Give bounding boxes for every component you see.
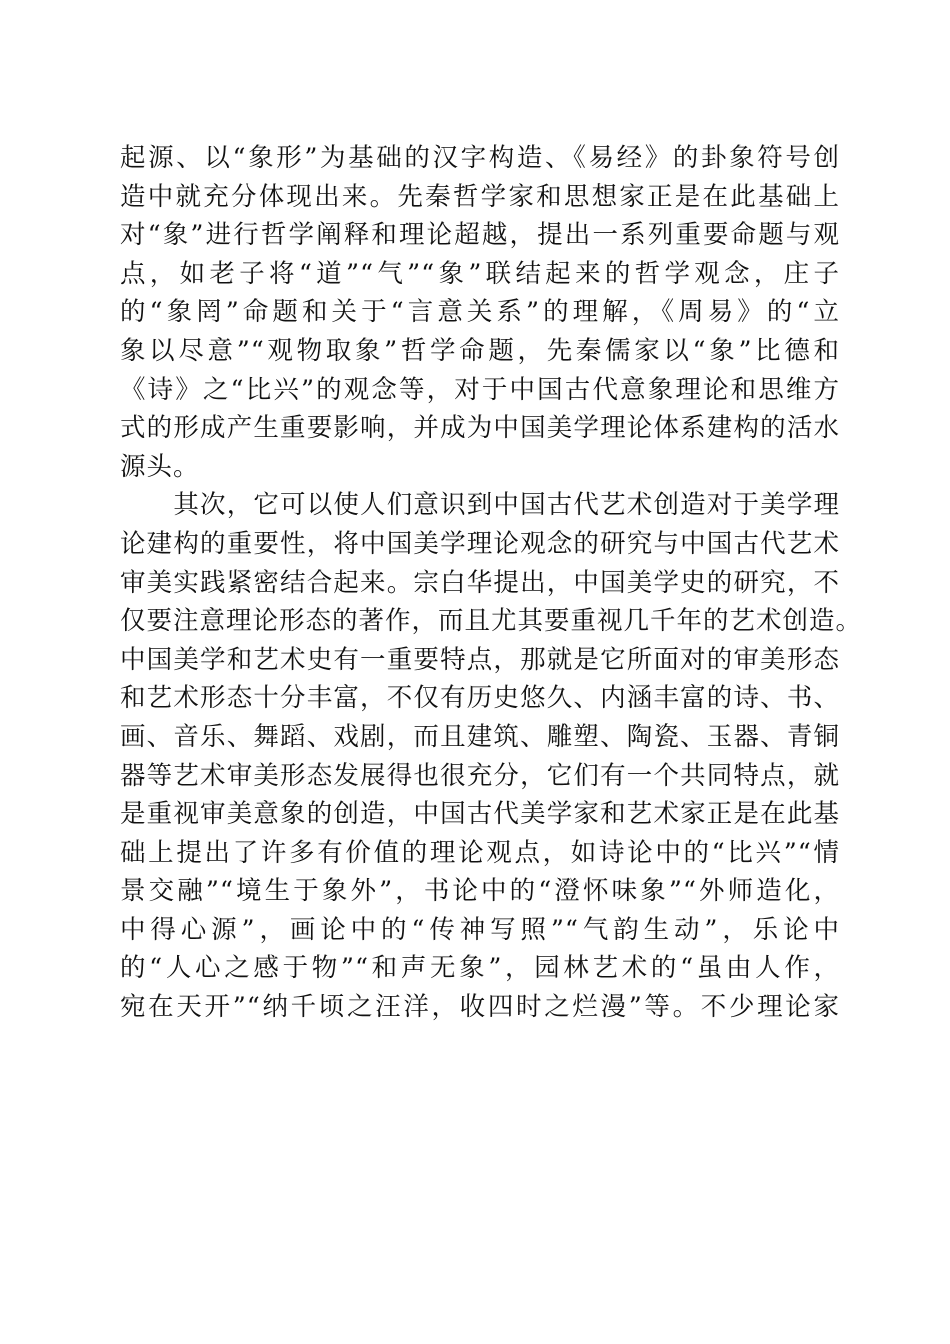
text-line: 对“象”进行哲学阐释和理论超越，提出一系列重要命题与观 [120, 220, 840, 251]
text-line: 宛在天开”“纳千顷之汪洋，收四时之烂漫”等。不少理论家 [120, 992, 840, 1023]
body-text [120, 139, 863, 1027]
text-line: 的“象罔”命题和关于“言意关系”的理解，《周易》的“立 [120, 297, 840, 328]
text-line: 《诗》之“比兴”的观念等，对于中国古代意象理论和思维方 [120, 374, 840, 405]
text-line: 起源、以“象形”为基础的汉字构造、《易经》的卦象符号创 [120, 143, 840, 173]
text-line: 其次，它可以使人们意识到中国古代艺术创造对于美学理 [120, 490, 840, 521]
text-line: 画、音乐、舞蹈、戏剧，而且建筑、雕塑、陶瓷、玉器、青铜 [120, 721, 840, 752]
text-line: 是重视审美意象的创造，中国古代美学家和艺术家正是在此基 [120, 799, 840, 830]
text-line: 审美实践紧密结合起来。宗白华提出，中国美学史的研究，不 [120, 567, 840, 598]
text-line: 仅要注意理论形态的著作，而且尤其要重视几千年的艺术创造。 [120, 606, 863, 637]
text-line: 中国美学和艺术史有一重要特点，那就是它所面对的审美形态 [120, 644, 840, 675]
text-line: 和艺术形态十分丰富，不仅有历史悠久、内涵丰富的诗、书、 [120, 683, 840, 714]
text-line: 景交融”“境生于象外”，书论中的“澄怀味象”“外师造化， [120, 876, 840, 907]
text-line: 器等艺术审美形态发展得也很充分，它们有一个共同特点，就 [120, 760, 840, 791]
text-line: 造中就充分体现出来。先秦哲学家和思想家正是在此基础上 [120, 181, 840, 212]
text-line: 论建构的重要性，将中国美学理论观念的研究与中国古代艺术 [120, 528, 840, 559]
text-line: 础上提出了许多有价值的理论观点，如诗论中的“比兴”“情 [120, 837, 840, 868]
text-line: 中得心源”，画论中的“传神写照”“气韵生动”，乐论中 [120, 914, 840, 945]
text-line: 点，如老子将“道”“气”“象”联结起来的哲学观念，庄子 [120, 258, 840, 289]
text-line: 源头。 [120, 451, 200, 482]
text-line: 象以尽意”“观物取象”哲学命题，先秦儒家以“象”比德和 [120, 335, 840, 366]
text-line: 的“人心之感于物”“和声无象”，园林艺术的“虽由人作， [120, 953, 840, 984]
text-line: 式的形成产生重要影响，并成为中国美学理论体系建构的活水 [120, 413, 840, 444]
